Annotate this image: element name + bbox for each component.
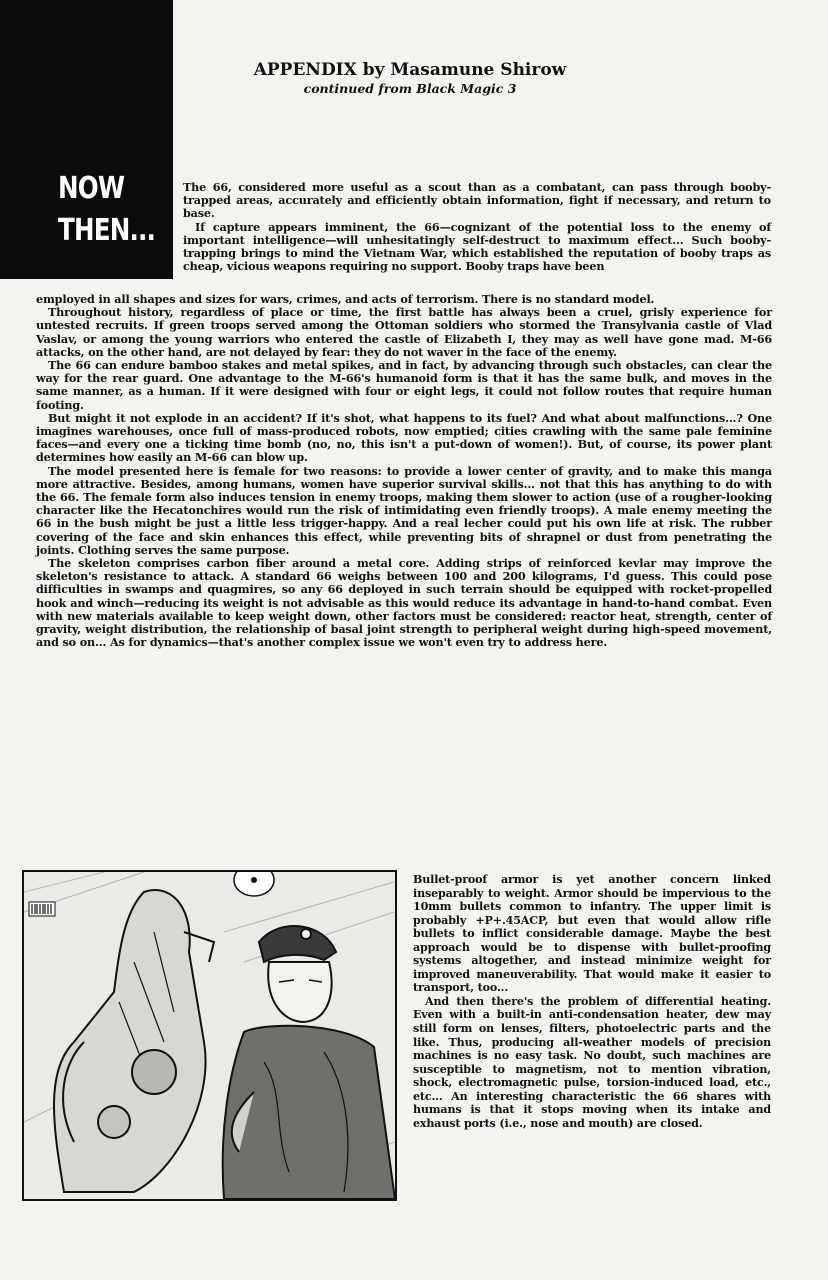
intro-paragraph-1: The 66, considered more useful as a scout than as a combatant, can pass through booby-trapped areas, accurately and efficiently obtain information, fight if necessary, and return to base.	[183, 180, 771, 221]
body-paragraph-4: But might it not explode in an accident? If it's shot, what happens to its fuel? And what about malfunctions...? One imagines warehouses, once full of mass-produced robots, now emptied; cities crawling with the same pale feminine faces—and every one a ticking time bomb (no, no, this isn't a put-down of women!). But, of course, its power plant determines how easily an M-66 can blow up.	[36, 410, 772, 465]
intro-column	[183, 181, 771, 273]
body-paragraph-6: The skeleton comprises carbon fiber around a metal core. Adding strips of reinforced kevlar may improve the skeleton's resistance to attack. A standard 66 weighs between 100 and 200 kilograms, I'd guess. This could pose difficulties in swamps and quagmires, so any 66 deployed in such terrain should be equipped with rocket-propelled hook and winch—reducing its weight is not advisable as this would reduce its advantage in hand-to-hand combat. Even with new materials available to keep weight down, other factors must be considered: reactor heat, strength, center of gravity, weight distribution, the relationship of basal joint strength to peripheral weight during high-speed movement, and so on... As for dynamics—that's another complex issue we won't even try to address here.	[36, 556, 772, 650]
page-title: APPENDIX by Masamune Shirow	[253, 60, 567, 80]
intro-paragraph-2: If capture appears imminent, the 66—cognizant of the potential loss to the enemy of important intelligence—will unhesitatingly self-destruct to maximum effect... Such booby-trapping brings to mind the Vietnam War, which established the reputation of booby traps as cheap, vicious weapons requiring no support. Booby traps have been	[183, 219, 771, 274]
illustration-drawing	[24, 872, 395, 1199]
body-paragraph-2: Throughout history, regardless of place or time, the first battle has always been a cruel, grisly experience for untested recruits. If green troops served among the Ottoman soldiers who stormed the Transylvania castle of Vlad Vaslav, or among the young warriors who entered the castle of Elizabeth I, they may as well have gone mad. M-66 attacks, on the other hand, are not delayed by fear: they do not waver in the face of the enemy.	[36, 305, 772, 359]
body-paragraph-3: The 66 can endure bamboo stakes and metal spikes, and in fact, by advancing through such obstacles, can clear the way for the rear guard. One advantage to the M-66's humanoid form is that it has the same bulk, and moves in the same manner, as a human. If it were designed with four or eight legs, it could not follow routes that require human footing.	[36, 358, 772, 412]
logo-line-1: NOW	[58, 171, 125, 206]
body-text	[36, 293, 772, 649]
page-header	[200, 60, 620, 97]
manga-illustration	[22, 870, 397, 1201]
side-paragraph-1: Bullet-proof armor is yet another concern linked inseparably to weight. Armor should be impervious to the 10mm bullets common to infantry. The upper limit is probably +P+.45ACP, but even that would allow rifle bullets to inflict considerable damage. Maybe the best approach would be to dispense with bullet-proofing systems altogether, and instead minimize weight for improved maneuverability. That would make it easier to transport, too...	[413, 873, 771, 995]
logo-line-2: THEN...	[58, 213, 156, 248]
side-column	[413, 873, 771, 1130]
now-then-logo	[58, 168, 156, 252]
side-paragraph-2: And then there's the problem of differential heating. Even with a built-in anti-condensation heater, dew may still form on lenses, filters, photoelectric parts and the like. Thus, producing all-weather models of precision machines is no easy task. No doubt, such machines are susceptible to magnetism, not to mention vibration, shock, electromagnetic pulse, torsion-induced load, etc., etc... An interesting characteristic the 66 shares with humans is that it stops moving when its intake and exhaust ports (i.e., nose and mouth) are closed.	[413, 994, 771, 1130]
body-paragraph-1: employed in all shapes and sizes for wars, crimes, and acts of terrorism. There is no standard model.	[36, 292, 655, 306]
body-paragraph-5: The model presented here is female for two reasons: to provide a lower center of gravity, and to make this manga more attractive. Besides, among humans, women have superior survival skills... not that this has anything to do with the 66. The female form also induces tension in enemy troops, making them slower to action (use of a rougher-looking character like the Hecatonchires would run the risk of intimidating even friendly troops). A male enemy meeting the 66 in the bush might be just a little less trigger-happy. And a real lecher could put his own life at risk. The rubber covering of the face and skin enhances this effect, while preventing bits of shrapnel or dust from penetrating the joints. Clothing serves the same purpose.	[36, 463, 772, 557]
barcode-mark	[29, 902, 55, 916]
page-subtitle: continued from Black Magic 3	[303, 81, 517, 96]
